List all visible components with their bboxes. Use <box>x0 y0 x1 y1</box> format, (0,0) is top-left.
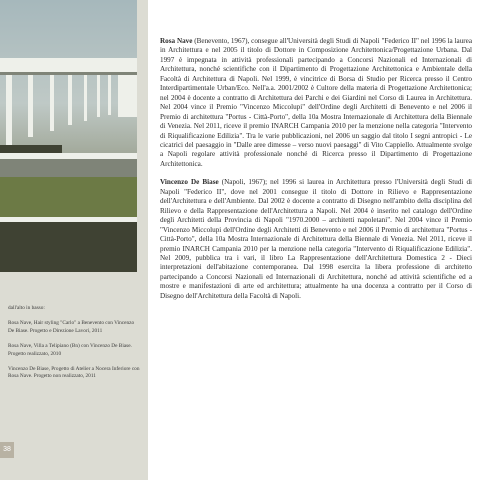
caption-villa: Rosa Nave, Villa a Telipiano (Bn) con Vincenzo De Biase. Progetto realizzato, 2010 <box>8 342 132 357</box>
caption-intro: dall'alto in basso: <box>8 305 45 311</box>
bio-name: Vincenzo De Biase <box>160 178 219 187</box>
caption-hair-styling: Rosa Nave, Hair styling "Carlo" a Benevento con Vincenzo De Biase. Progetto e Direzione Lavori, 2011 <box>8 320 135 334</box>
bio-vincenzo-de-biase <box>160 178 472 301</box>
bio-name: Rosa Nave <box>160 37 193 45</box>
caption-atelier: Vincenzo De Biase, Progetto di Atelier a Nocera Inferiore con Rosa Nave. Progetto non realizzato, 2011 <box>8 365 140 380</box>
bio-text: (Benevento, 1967), consegue all'Università degli Studi di Napoli "Federico II" nel 1996 la laurea in Architettura e nel 2005 il titolo di Dottore in Composizione Architettonica/Progettazione Urbana. Dal 1997 è impegnata in attività professionali partecipando a Concorsi Nazionali ed Internazionali di Architettura, nonché scientifiche con il Dipartimento di Progettazione Architettonica e Ambientale della Facoltà di Architettura di Napoli. Nel 1999, è vincitrice di Borsa di Studio per Ricerca presso il Centro Interdipartimentale Urban/Eco. Nell'a.a. 2001/2002 è Cultore della materia di Progettazione Architettonica; nel 2004 è docente a contratto di Architettura dei Parchi e dei Giardini nel Corso di Laurea in Architettura. Nel 2004 vince il Premio "Vincenzo Miccolupi" dell'Ordine degli Architetti di Benevento e nel 2006 il Premio di architettura "Portus - Città-Porto", della 10a Mostra Internazionale di Architettura della Biennale di Venezia. Nel 2011, riceve il premio INARCH Campania 2010 per la menzione nella categoria "Intervento di Riqualificazione Edilizia". Tra le varie pubblicazioni, nel 2006 un saggio dal titolo I segni antropici - Le cicatrici del paesaggio in "Dalle aree dimesse – verso nuovi paesaggi" di Vito Cappiello. Attualmente svolge a Napoli regolare attività professionale nonché di Ricerca presso il Dipartimento di Progettazione Architettonica. <box>160 37 473 168</box>
architecture-photo <box>0 0 137 272</box>
page-number: 38 <box>0 442 14 458</box>
bio-rosa-nave <box>160 37 472 169</box>
biographies <box>160 37 472 310</box>
sidebar <box>0 0 148 480</box>
bio-text: (Napoli, 1967); nel 1996 si laurea in Architettura presso l'Università degli Studi di Napoli "Federico II", dove nel 2001 consegue il titolo di Dottore in Rilievo e Rappresentazione dell'Architettura e dell'Ambiente. Dal 2002 è docente a contratto di Disegno nell'ambito della disciplina del Rilievo e della Rappresentazione dell'Architettura a Napoli. Nel 2004 è inserito nel catalogo dell'Ordine degli Architetti della Provincia di Napoli "1970.2000 – architetti napoletani". Nel 2004 vince il Premio "Vincenzo Miccolupi dell'Ordine degli Architetti di Benevento e nel 2006 il Premio di architettura "Portus - Città-Porto", della 10a Mostra Internazionale di Architettura della Biennale di Venezia. Nel 2011, riceve il premio INARCH Campania 2010 per la menzione nella categoria "Intervento di Riqualificazione Edilizia". Nel 2009, pubblica tra i vari, il libro La Rappresentazione dell'Architettura Domestica 2 - Dieci interpretazioni dell'abitazione contemporanea. Dal 1998 esercita la libera professione di architetto partecipando a Concorsi Nazionali ed Internazionali di Architettura, nonché ad attività scientifiche ed a mostre e manifestazioni di arte ed architettura; attualmente ha una docenza a contratto per il Corso di Disegno dell'Architettura della Facoltà di Napoli. <box>160 178 472 300</box>
photo-captions <box>8 305 140 389</box>
